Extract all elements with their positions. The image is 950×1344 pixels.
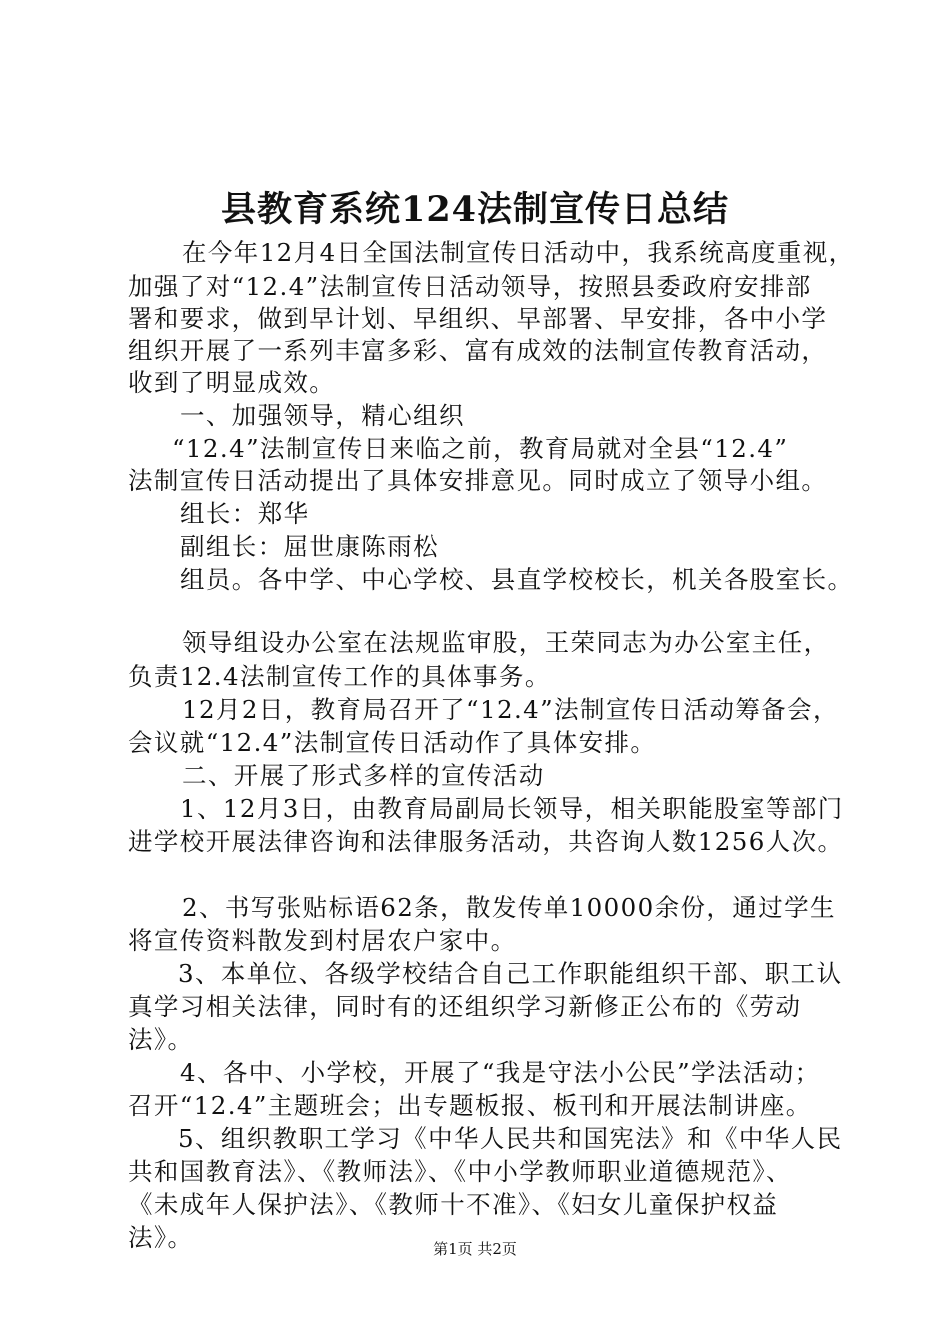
section-heading: 一、加强领导，精心组织 [180,401,465,430]
body-line: 进学校开展法律咨询和法律服务活动，共咨询人数1256人次。 [128,827,844,856]
body-line: 署和要求，做到早计划、早组织、早部署、早安排，各中小学 [128,304,828,333]
body-line: 法制宣传日活动提出了具体安排意见。同时成立了领导小组。 [128,466,828,495]
document-title: 县教育系统124法制宣传日总结 [220,189,730,230]
body-line: 共和国教育法》、《教师法》、《中小学教师职业道德规范》、 [128,1157,792,1186]
body-line: 1、12月3日，由教育局副局长领导，相关职能股室等部门 [180,794,844,823]
body-line: 法》。 [128,1223,194,1252]
body-line: 组织开展了一系列丰富多彩、富有成效的法制宣传教育活动， [128,336,828,365]
body-line: 《未成年人保护法》、《教师十不准》、《妇女儿童保护权益 [128,1190,779,1219]
body-line: 召开“12.4”主题班会；出专题板报、板刊和开展法制讲座。 [128,1091,812,1120]
body-line: 将宣传资料散发到村居农户家中。 [128,926,517,955]
body-line: 组长：郑华 [180,499,310,528]
body-line: 加强了对“12.4”法制宣传日活动领导，按照县委政府安排部 [128,272,812,301]
section-heading: 二、开展了形式多样的宣传活动 [182,761,545,790]
body-line: 副组长：屈世康陈雨松 [180,532,439,561]
body-line: 在今年12月4日全国法制宣传日活动中，我系统高度重视， [182,238,855,267]
body-line: 领导组设办公室在法规监审股，王荣同志为办公室主任， [182,628,830,657]
body-line: 2、书写张贴标语62条，散发传单10000余份，通过学生 [182,893,836,922]
body-line: 4、各中、小学校，开展了“我是守法小公民”学法活动； [180,1058,821,1087]
body-line: “12.4”法制宣传日来临之前，教育局就对全县“12.4” [172,434,789,463]
body-line: 会议就“12.4”法制宣传日活动作了具体安排。 [128,728,657,757]
body-line: 法》。 [128,1025,194,1054]
body-line: 负责12.4法制宣传工作的具体事务。 [128,662,551,691]
body-line: 收到了明显成效。 [128,368,336,397]
body-line: 真学习相关法律，同时有的还组织学习新修正公布的《劳动 [128,992,802,1021]
page-number: 第1页 共2页 [433,1240,517,1258]
body-line: 组员。各中学、中心学校、县直学校校长，机关各股室长。 [180,565,854,594]
body-line: 5、组织教职工学习《中华人民共和国宪法》和《中华人民 [178,1124,843,1153]
body-line: 3、本单位、各级学校结合自己工作职能组织干部、职工认 [178,959,843,988]
body-line: 12月2日，教育局召开了“12.4”法制宣传日活动筹备会， [182,695,839,724]
